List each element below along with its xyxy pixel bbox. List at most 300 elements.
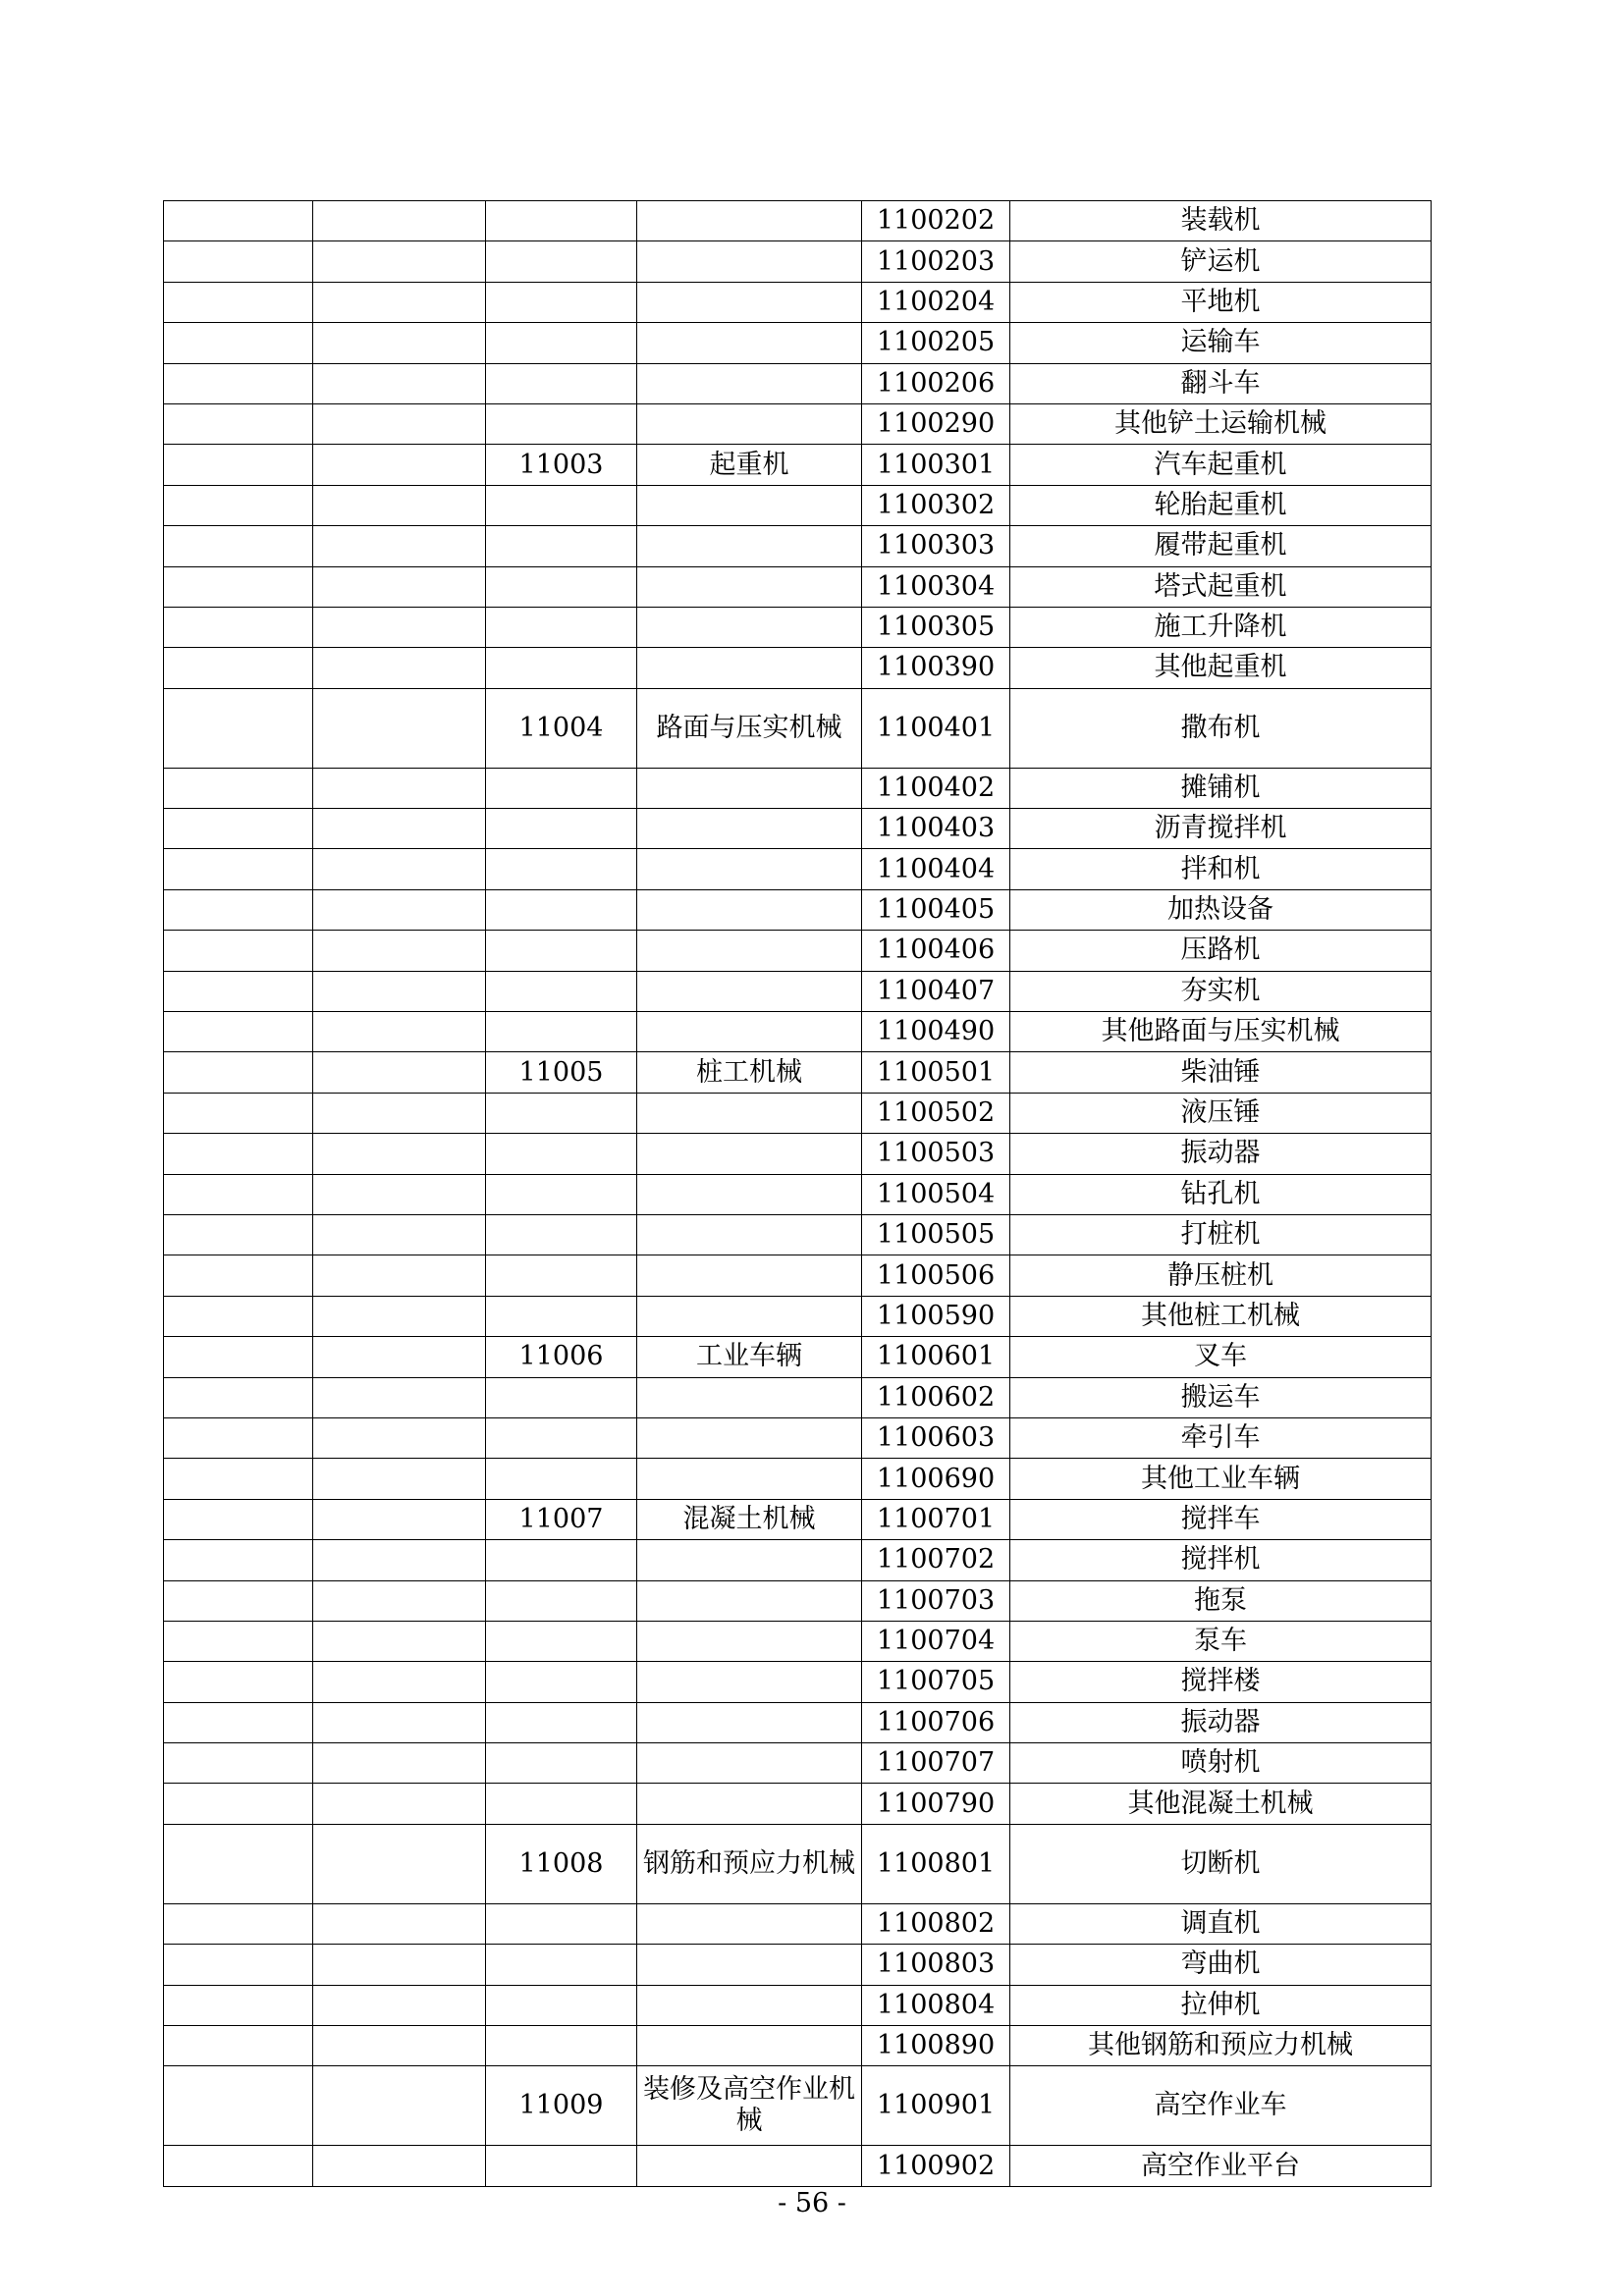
cell-subcategory-code: [486, 1459, 637, 1499]
cell-subcategory-code: 11009: [486, 2066, 637, 2146]
cell-item-code: 1100901: [862, 2066, 1010, 2146]
cell-item-code: 1100403: [862, 809, 1010, 849]
cell-item-code: 1100602: [862, 1377, 1010, 1417]
cell-subcategory-name: 工业车辆: [637, 1337, 862, 1377]
table-row: [164, 485, 1432, 525]
cell-item-code: 1100290: [862, 403, 1010, 444]
cell-item-code: 1100702: [862, 1540, 1010, 1580]
cell-subcategory-name: [637, 607, 862, 647]
cell-blank-1: [164, 201, 313, 241]
cell-subcategory-name: [637, 849, 862, 889]
cell-item-code: 1100707: [862, 1743, 1010, 1784]
table-row: [164, 1377, 1432, 1417]
cell-item-name: 搅拌楼: [1010, 1662, 1432, 1702]
cell-blank-2: [313, 1580, 486, 1621]
cell-subcategory-code: [486, 607, 637, 647]
cell-blank-2: [313, 1903, 486, 1944]
cell-subcategory-name: [637, 526, 862, 566]
cell-subcategory-name: [637, 323, 862, 363]
cell-item-name: 塔式起重机: [1010, 566, 1432, 607]
cell-blank-2: [313, 1255, 486, 1296]
cell-item-name: 翻斗车: [1010, 363, 1432, 403]
cell-item-name: 撒布机: [1010, 688, 1432, 768]
cell-subcategory-code: [486, 1985, 637, 2025]
cell-subcategory-code: [486, 1662, 637, 1702]
table-row: [164, 1296, 1432, 1336]
cell-item-name: 打桩机: [1010, 1214, 1432, 1255]
cell-subcategory-code: [486, 1255, 637, 1296]
table-row: [164, 1255, 1432, 1296]
cell-item-code: 1100504: [862, 1174, 1010, 1214]
cell-item-code: 1100790: [862, 1784, 1010, 1824]
cell-item-name: 拌和机: [1010, 849, 1432, 889]
cell-subcategory-code: [486, 485, 637, 525]
cell-blank-2: [313, 1417, 486, 1458]
cell-subcategory-code: 11004: [486, 688, 637, 768]
cell-item-name: 其他路面与压实机械: [1010, 1012, 1432, 1052]
cell-item-code: 1100390: [862, 648, 1010, 688]
cell-blank-1: [164, 1743, 313, 1784]
cell-item-name: 铲运机: [1010, 241, 1432, 282]
cell-subcategory-name: 混凝土机械: [637, 1499, 862, 1539]
cell-item-code: 1100401: [862, 688, 1010, 768]
cell-item-name: 压路机: [1010, 931, 1432, 971]
cell-blank-2: [313, 1540, 486, 1580]
cell-item-name: 汽车起重机: [1010, 445, 1432, 485]
cell-item-name: 其他工业车辆: [1010, 1459, 1432, 1499]
cell-item-name: 泵车: [1010, 1621, 1432, 1661]
table-row: [164, 1012, 1432, 1052]
table-row: [164, 1824, 1432, 1903]
cell-item-name: 平地机: [1010, 282, 1432, 322]
table-row: [164, 1784, 1432, 1824]
cell-item-code: 1100603: [862, 1417, 1010, 1458]
cell-item-code: 1100802: [862, 1903, 1010, 1944]
cell-subcategory-code: [486, 1540, 637, 1580]
cell-subcategory-name: [637, 2146, 862, 2186]
cell-subcategory-name: [637, 1417, 862, 1458]
cell-item-name: 静压桩机: [1010, 1255, 1432, 1296]
cell-blank-2: [313, 282, 486, 322]
table-row: [164, 1743, 1432, 1784]
cell-item-name: 施工升降机: [1010, 607, 1432, 647]
cell-item-code: 1100690: [862, 1459, 1010, 1499]
cell-blank-1: [164, 889, 313, 930]
cell-item-code: 1100404: [862, 849, 1010, 889]
cell-subcategory-code: [486, 1784, 637, 1824]
cell-blank-1: [164, 1824, 313, 1903]
table-row: [164, 1945, 1432, 1985]
cell-blank-1: [164, 1903, 313, 1944]
table-row: [164, 2146, 1432, 2186]
cell-item-name: 其他混凝土机械: [1010, 1784, 1432, 1824]
cell-subcategory-code: [486, 1702, 637, 1742]
cell-subcategory-name: [637, 1377, 862, 1417]
cell-blank-1: [164, 931, 313, 971]
cell-subcategory-code: [486, 1621, 637, 1661]
cell-item-code: 1100506: [862, 1255, 1010, 1296]
cell-subcategory-code: [486, 201, 637, 241]
cell-blank-1: [164, 1052, 313, 1093]
cell-blank-1: [164, 2146, 313, 2186]
cell-subcategory-code: [486, 849, 637, 889]
cell-subcategory-name: [637, 1459, 862, 1499]
table-row: [164, 2026, 1432, 2066]
cell-blank-1: [164, 363, 313, 403]
cell-blank-1: [164, 1214, 313, 1255]
table-row: [164, 1214, 1432, 1255]
cell-blank-2: [313, 688, 486, 768]
table-row: [164, 1662, 1432, 1702]
cell-subcategory-code: 11006: [486, 1337, 637, 1377]
cell-subcategory-code: [486, 1214, 637, 1255]
cell-blank-1: [164, 1540, 313, 1580]
cell-blank-2: [313, 1134, 486, 1174]
cell-item-name: 夯实机: [1010, 971, 1432, 1011]
table-row: [164, 201, 1432, 241]
cell-blank-1: [164, 2026, 313, 2066]
cell-blank-1: [164, 241, 313, 282]
cell-item-name: 切断机: [1010, 1824, 1432, 1903]
table-row: [164, 282, 1432, 322]
cell-blank-2: [313, 889, 486, 930]
cell-subcategory-code: [486, 323, 637, 363]
cell-subcategory-code: [486, 889, 637, 930]
cell-item-name: 轮胎起重机: [1010, 485, 1432, 525]
cell-subcategory-code: 11003: [486, 445, 637, 485]
cell-subcategory-code: [486, 1093, 637, 1133]
cell-subcategory-name: [637, 1012, 862, 1052]
cell-item-code: 1100205: [862, 323, 1010, 363]
cell-blank-1: [164, 1377, 313, 1417]
cell-blank-2: [313, 1012, 486, 1052]
table-row: [164, 648, 1432, 688]
cell-item-name: 液压锤: [1010, 1093, 1432, 1133]
table-row: [164, 1093, 1432, 1133]
cell-item-name: 运输车: [1010, 323, 1432, 363]
cell-blank-2: [313, 1459, 486, 1499]
cell-subcategory-name: [637, 1540, 862, 1580]
table-row: [164, 241, 1432, 282]
cell-subcategory-name: [637, 1580, 862, 1621]
cell-subcategory-name: [637, 1903, 862, 1944]
cell-blank-2: [313, 201, 486, 241]
cell-blank-2: [313, 2146, 486, 2186]
cell-item-code: 1100202: [862, 201, 1010, 241]
cell-subcategory-name: [637, 566, 862, 607]
cell-item-name: 沥青搅拌机: [1010, 809, 1432, 849]
cell-subcategory-code: [486, 2146, 637, 2186]
cell-blank-1: [164, 688, 313, 768]
cell-blank-1: [164, 1459, 313, 1499]
cell-subcategory-code: [486, 1743, 637, 1784]
table-row: [164, 1540, 1432, 1580]
cell-subcategory-code: [486, 1134, 637, 1174]
cell-item-name: 钻孔机: [1010, 1174, 1432, 1214]
cell-item-code: 1100303: [862, 526, 1010, 566]
cell-subcategory-name: [637, 485, 862, 525]
cell-subcategory-name: 装修及高空作业机械: [637, 2066, 862, 2146]
cell-blank-2: [313, 1093, 486, 1133]
cell-subcategory-name: [637, 363, 862, 403]
cell-blank-2: [313, 607, 486, 647]
cell-blank-1: [164, 1012, 313, 1052]
cell-blank-2: [313, 2026, 486, 2066]
cell-blank-2: [313, 1824, 486, 1903]
cell-subcategory-name: 钢筋和预应力机械: [637, 1824, 862, 1903]
cell-blank-1: [164, 1985, 313, 2025]
cell-item-code: 1100890: [862, 2026, 1010, 2066]
table-row: [164, 1580, 1432, 1621]
table-row: [164, 849, 1432, 889]
cell-item-code: 1100590: [862, 1296, 1010, 1336]
table-row: [164, 688, 1432, 768]
cell-item-code: 1100501: [862, 1052, 1010, 1093]
cell-subcategory-code: 11005: [486, 1052, 637, 1093]
cell-item-code: 1100503: [862, 1134, 1010, 1174]
cell-blank-2: [313, 445, 486, 485]
cell-item-name: 摊铺机: [1010, 768, 1432, 808]
table-row: [164, 809, 1432, 849]
table-row: [164, 2066, 1432, 2146]
cell-subcategory-code: [486, 971, 637, 1011]
cell-blank-2: [313, 1052, 486, 1093]
cell-blank-1: [164, 526, 313, 566]
cell-item-code: 1100304: [862, 566, 1010, 607]
cell-blank-2: [313, 1174, 486, 1214]
cell-item-code: 1100302: [862, 485, 1010, 525]
cell-item-code: 1100305: [862, 607, 1010, 647]
cell-item-name: 其他起重机: [1010, 648, 1432, 688]
cell-blank-2: [313, 1784, 486, 1824]
cell-item-code: 1100402: [862, 768, 1010, 808]
table-row: [164, 1903, 1432, 1944]
cell-subcategory-code: [486, 241, 637, 282]
cell-item-code: 1100206: [862, 363, 1010, 403]
cell-item-name: 拖泵: [1010, 1580, 1432, 1621]
table-row: [164, 1985, 1432, 2025]
cell-item-code: 1100804: [862, 1985, 1010, 2025]
cell-item-code: 1100703: [862, 1580, 1010, 1621]
cell-item-name: 装载机: [1010, 201, 1432, 241]
cell-blank-1: [164, 768, 313, 808]
cell-blank-2: [313, 1662, 486, 1702]
cell-blank-2: [313, 768, 486, 808]
cell-blank-1: [164, 1255, 313, 1296]
cell-subcategory-code: [486, 768, 637, 808]
cell-blank-1: [164, 849, 313, 889]
cell-blank-2: [313, 526, 486, 566]
category-code-table: [163, 200, 1432, 2187]
cell-subcategory-name: [637, 768, 862, 808]
cell-subcategory-code: [486, 282, 637, 322]
cell-blank-2: [313, 566, 486, 607]
cell-blank-2: [313, 363, 486, 403]
cell-blank-1: [164, 1296, 313, 1336]
cell-blank-2: [313, 931, 486, 971]
cell-subcategory-name: [637, 1255, 862, 1296]
cell-item-name: 弯曲机: [1010, 1945, 1432, 1985]
cell-subcategory-name: [637, 241, 862, 282]
cell-subcategory-name: [637, 1985, 862, 2025]
table-row: [164, 566, 1432, 607]
cell-subcategory-name: [637, 282, 862, 322]
table-row: [164, 1052, 1432, 1093]
cell-blank-1: [164, 1174, 313, 1214]
cell-item-name: 高空作业车: [1010, 2066, 1432, 2146]
cell-subcategory-code: [486, 809, 637, 849]
page-number: - 56 -: [778, 2188, 846, 2218]
cell-subcategory-code: [486, 931, 637, 971]
cell-item-code: 1100705: [862, 1662, 1010, 1702]
cell-subcategory-code: [486, 566, 637, 607]
cell-item-code: 1100405: [862, 889, 1010, 930]
cell-blank-2: [313, 1377, 486, 1417]
cell-blank-2: [313, 971, 486, 1011]
cell-item-code: 1100502: [862, 1093, 1010, 1133]
table-row: [164, 889, 1432, 930]
cell-subcategory-code: [486, 526, 637, 566]
cell-subcategory-code: 11008: [486, 1824, 637, 1903]
cell-blank-1: [164, 1093, 313, 1133]
cell-item-name: 搅拌车: [1010, 1499, 1432, 1539]
cell-blank-2: [313, 1337, 486, 1377]
cell-blank-1: [164, 1417, 313, 1458]
cell-subcategory-code: [486, 403, 637, 444]
cell-blank-1: [164, 282, 313, 322]
cell-blank-1: [164, 1945, 313, 1985]
cell-subcategory-name: [637, 971, 862, 1011]
cell-subcategory-code: [486, 1945, 637, 1985]
cell-subcategory-name: 路面与压实机械: [637, 688, 862, 768]
cell-item-name: 牵引车: [1010, 1417, 1432, 1458]
cell-item-name: 柴油锤: [1010, 1052, 1432, 1093]
cell-subcategory-name: [637, 403, 862, 444]
cell-subcategory-name: [637, 1093, 862, 1133]
cell-subcategory-code: [486, 1012, 637, 1052]
cell-blank-2: [313, 1945, 486, 1985]
cell-item-code: 1100601: [862, 1337, 1010, 1377]
cell-item-code: 1100701: [862, 1499, 1010, 1539]
cell-subcategory-name: [637, 809, 862, 849]
cell-item-name: 调直机: [1010, 1903, 1432, 1944]
cell-subcategory-name: [637, 1945, 862, 1985]
table-row: [164, 1174, 1432, 1214]
cell-blank-2: [313, 1702, 486, 1742]
cell-blank-2: [313, 1499, 486, 1539]
cell-item-name: 拉伸机: [1010, 1985, 1432, 2025]
table-row: [164, 403, 1432, 444]
cell-subcategory-code: [486, 1174, 637, 1214]
cell-blank-1: [164, 2066, 313, 2146]
cell-subcategory-code: [486, 648, 637, 688]
cell-subcategory-name: 桩工机械: [637, 1052, 862, 1093]
cell-item-code: 1100704: [862, 1621, 1010, 1661]
cell-blank-1: [164, 485, 313, 525]
cell-blank-2: [313, 1743, 486, 1784]
cell-subcategory-name: [637, 1134, 862, 1174]
cell-blank-1: [164, 566, 313, 607]
cell-subcategory-code: [486, 1903, 637, 1944]
cell-subcategory-code: [486, 363, 637, 403]
table-row: [164, 1702, 1432, 1742]
cell-subcategory-name: [637, 1621, 862, 1661]
cell-item-code: 1100301: [862, 445, 1010, 485]
cell-blank-2: [313, 2066, 486, 2146]
cell-item-name: 喷射机: [1010, 1743, 1432, 1784]
cell-blank-2: [313, 1621, 486, 1661]
table-row: [164, 1621, 1432, 1661]
cell-blank-1: [164, 323, 313, 363]
cell-subcategory-code: [486, 1377, 637, 1417]
cell-subcategory-name: [637, 889, 862, 930]
cell-subcategory-code: [486, 1296, 637, 1336]
table-row: [164, 1459, 1432, 1499]
cell-subcategory-code: [486, 1417, 637, 1458]
cell-blank-1: [164, 1784, 313, 1824]
cell-blank-2: [313, 485, 486, 525]
cell-subcategory-code: [486, 2026, 637, 2066]
cell-blank-2: [313, 849, 486, 889]
cell-subcategory-name: [637, 1662, 862, 1702]
cell-blank-2: [313, 648, 486, 688]
table-row: [164, 607, 1432, 647]
cell-item-code: 1100505: [862, 1214, 1010, 1255]
cell-subcategory-name: [637, 201, 862, 241]
cell-item-name: 振动器: [1010, 1134, 1432, 1174]
cell-subcategory-name: 起重机: [637, 445, 862, 485]
table-row: [164, 1499, 1432, 1539]
cell-item-code: 1100406: [862, 931, 1010, 971]
cell-blank-1: [164, 403, 313, 444]
cell-blank-1: [164, 648, 313, 688]
table-row: [164, 363, 1432, 403]
cell-item-name: 搬运车: [1010, 1377, 1432, 1417]
cell-item-name: 加热设备: [1010, 889, 1432, 930]
cell-subcategory-name: [637, 648, 862, 688]
table-row: [164, 323, 1432, 363]
cell-subcategory-name: [637, 1214, 862, 1255]
cell-item-name: 其他铲土运输机械: [1010, 403, 1432, 444]
cell-subcategory-name: [637, 931, 862, 971]
cell-subcategory-name: [637, 2026, 862, 2066]
table-row: [164, 1134, 1432, 1174]
cell-item-name: 履带起重机: [1010, 526, 1432, 566]
cell-item-code: 1100706: [862, 1702, 1010, 1742]
table-row: [164, 1337, 1432, 1377]
cell-subcategory-name: [637, 1296, 862, 1336]
cell-item-code: 1100204: [862, 282, 1010, 322]
cell-item-code: 1100407: [862, 971, 1010, 1011]
cell-item-name: 高空作业平台: [1010, 2146, 1432, 2186]
table-row: [164, 526, 1432, 566]
cell-blank-1: [164, 1499, 313, 1539]
cell-blank-1: [164, 445, 313, 485]
table-row: [164, 1417, 1432, 1458]
cell-subcategory-code: [486, 1580, 637, 1621]
cell-item-code: 1100902: [862, 2146, 1010, 2186]
cell-item-name: 叉车: [1010, 1337, 1432, 1377]
cell-subcategory-name: [637, 1743, 862, 1784]
cell-item-name: 振动器: [1010, 1702, 1432, 1742]
cell-blank-2: [313, 1985, 486, 2025]
cell-item-code: 1100203: [862, 241, 1010, 282]
cell-blank-1: [164, 1662, 313, 1702]
cell-blank-1: [164, 1580, 313, 1621]
cell-blank-1: [164, 1337, 313, 1377]
table-row: [164, 768, 1432, 808]
cell-item-name: 其他钢筋和预应力机械: [1010, 2026, 1432, 2066]
